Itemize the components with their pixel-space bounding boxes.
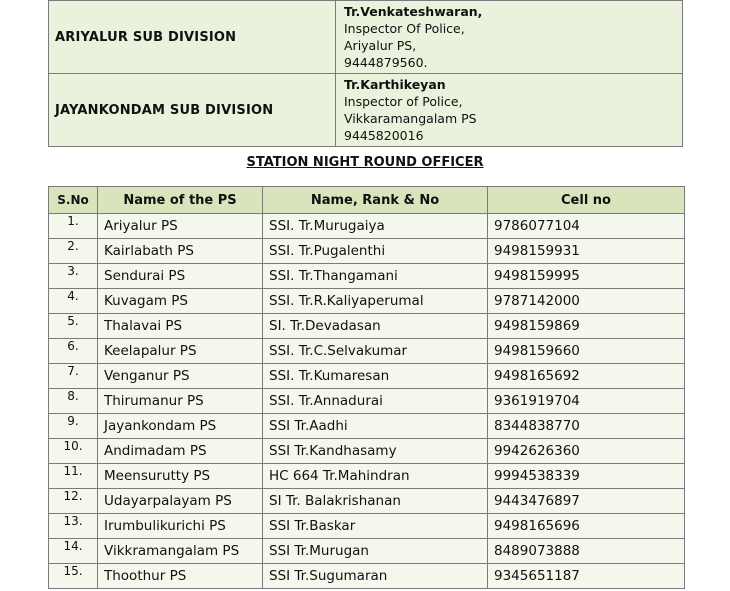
- cell-sno: 10.: [49, 439, 98, 464]
- sub-division-officer: [336, 74, 683, 147]
- cell-phone: 9443476897: [488, 489, 685, 514]
- officer-line: Vikkaramangalam PS: [344, 111, 477, 126]
- table-row: [49, 489, 685, 514]
- sub-division-name: ARIYALUR SUB DIVISION: [49, 1, 336, 74]
- cell-sno: 14.: [49, 539, 98, 564]
- cell-phone: 9498165696: [488, 514, 685, 539]
- cell-officer-name: SSI. Tr.Pugalenthi: [263, 239, 488, 264]
- cell-sno: 11.: [49, 464, 98, 489]
- sub-division-row: [49, 74, 683, 147]
- cell-sno: 13.: [49, 514, 98, 539]
- cell-officer-name: SSI. Tr.R.Kaliyaperumal: [263, 289, 488, 314]
- officer-line: Inspector Of Police,: [344, 21, 465, 36]
- cell-ps-name: Udayarpalayam PS: [98, 489, 263, 514]
- cell-sno: 6.: [49, 339, 98, 364]
- cell-sno: 9.: [49, 414, 98, 439]
- sub-division-row: [49, 1, 683, 74]
- cell-ps-name: Meensurutty PS: [98, 464, 263, 489]
- officer-name: Tr.Karthikeyan: [344, 77, 446, 92]
- officer-name: Tr.Venkateshwaran,: [344, 4, 483, 19]
- cell-ps-name: Thalavai PS: [98, 314, 263, 339]
- cell-sno: 1.: [49, 214, 98, 239]
- table-row: [49, 564, 685, 589]
- cell-officer-name: SSI. Tr.Kumaresan: [263, 364, 488, 389]
- cell-sno: 4.: [49, 289, 98, 314]
- cell-ps-name: Keelapalur PS: [98, 339, 263, 364]
- cell-phone: 9942626360: [488, 439, 685, 464]
- night-round-table: [48, 186, 685, 589]
- cell-ps-name: Ariyalur PS: [98, 214, 263, 239]
- table-row: [49, 439, 685, 464]
- table-row: [49, 514, 685, 539]
- cell-officer-name: HC 664 Tr.Mahindran: [263, 464, 488, 489]
- officer-line: 9445820016: [344, 128, 424, 143]
- cell-phone: 9994538339: [488, 464, 685, 489]
- sub-division-officer: [336, 1, 683, 74]
- cell-sno: 5.: [49, 314, 98, 339]
- cell-ps-name: Irumbulikurichi PS: [98, 514, 263, 539]
- table-row: [49, 264, 685, 289]
- cell-ps-name: Kairlabath PS: [98, 239, 263, 264]
- cell-officer-name: SSI Tr.Baskar: [263, 514, 488, 539]
- officer-line: Inspector of Police,: [344, 94, 463, 109]
- table-header-row: [49, 187, 685, 214]
- table-row: [49, 339, 685, 364]
- table-body: [49, 214, 685, 589]
- cell-phone: 9361919704: [488, 389, 685, 414]
- cell-sno: 3.: [49, 264, 98, 289]
- table-row: [49, 364, 685, 389]
- cell-phone: 9498159931: [488, 239, 685, 264]
- column-header-cell: Cell no: [488, 187, 685, 214]
- cell-phone: 9787142000: [488, 289, 685, 314]
- cell-sno: 12.: [49, 489, 98, 514]
- cell-officer-name: SSI. Tr.Murugaiya: [263, 214, 488, 239]
- cell-ps-name: Vikkramangalam PS: [98, 539, 263, 564]
- table-row: [49, 214, 685, 239]
- cell-sno: 8.: [49, 389, 98, 414]
- cell-officer-name: SSI Tr.Sugumaran: [263, 564, 488, 589]
- table-row: [49, 414, 685, 439]
- cell-ps-name: Jayankondam PS: [98, 414, 263, 439]
- cell-ps-name: Sendurai PS: [98, 264, 263, 289]
- cell-phone: 9498159869: [488, 314, 685, 339]
- cell-officer-name: SSI Tr.Kandhasamy: [263, 439, 488, 464]
- cell-officer-name: SI. Tr.Devadasan: [263, 314, 488, 339]
- cell-ps-name: Venganur PS: [98, 364, 263, 389]
- cell-sno: 7.: [49, 364, 98, 389]
- cell-officer-name: SSI. Tr.Thangamani: [263, 264, 488, 289]
- cell-phone: 8344838770: [488, 414, 685, 439]
- table-row: [49, 289, 685, 314]
- cell-officer-name: SI Tr. Balakrishanan: [263, 489, 488, 514]
- cell-sno: 15.: [49, 564, 98, 589]
- cell-phone: 9498159660: [488, 339, 685, 364]
- cell-phone: 9345651187: [488, 564, 685, 589]
- cell-phone: 8489073888: [488, 539, 685, 564]
- sub-division-name: JAYANKONDAM SUB DIVISION: [49, 74, 336, 147]
- cell-sno: 2.: [49, 239, 98, 264]
- cell-officer-name: SSI Tr.Aadhi: [263, 414, 488, 439]
- section-title: STATION NIGHT ROUND OFFICER: [246, 155, 484, 170]
- sub-division-table: [48, 0, 683, 147]
- column-header-name-rank: Name, Rank & No: [263, 187, 488, 214]
- table-row: [49, 239, 685, 264]
- cell-ps-name: Andimadam PS: [98, 439, 263, 464]
- officer-line: Ariyalur PS,: [344, 38, 417, 53]
- cell-phone: 9498165692: [488, 364, 685, 389]
- cell-officer-name: SSI. Tr.Annadurai: [263, 389, 488, 414]
- cell-ps-name: Kuvagam PS: [98, 289, 263, 314]
- table-row: [49, 389, 685, 414]
- officer-line: 9444879560.: [344, 55, 428, 70]
- cell-officer-name: SSI Tr.Murugan: [263, 539, 488, 564]
- cell-officer-name: SSI. Tr.C.Selvakumar: [263, 339, 488, 364]
- table-row: [49, 539, 685, 564]
- column-header-ps: Name of the PS: [98, 187, 263, 214]
- cell-ps-name: Thoothur PS: [98, 564, 263, 589]
- column-header-sno: S.No: [49, 187, 98, 214]
- table-row: [49, 314, 685, 339]
- table-row: [49, 464, 685, 489]
- cell-phone: 9786077104: [488, 214, 685, 239]
- cell-ps-name: Thirumanur PS: [98, 389, 263, 414]
- cell-phone: 9498159995: [488, 264, 685, 289]
